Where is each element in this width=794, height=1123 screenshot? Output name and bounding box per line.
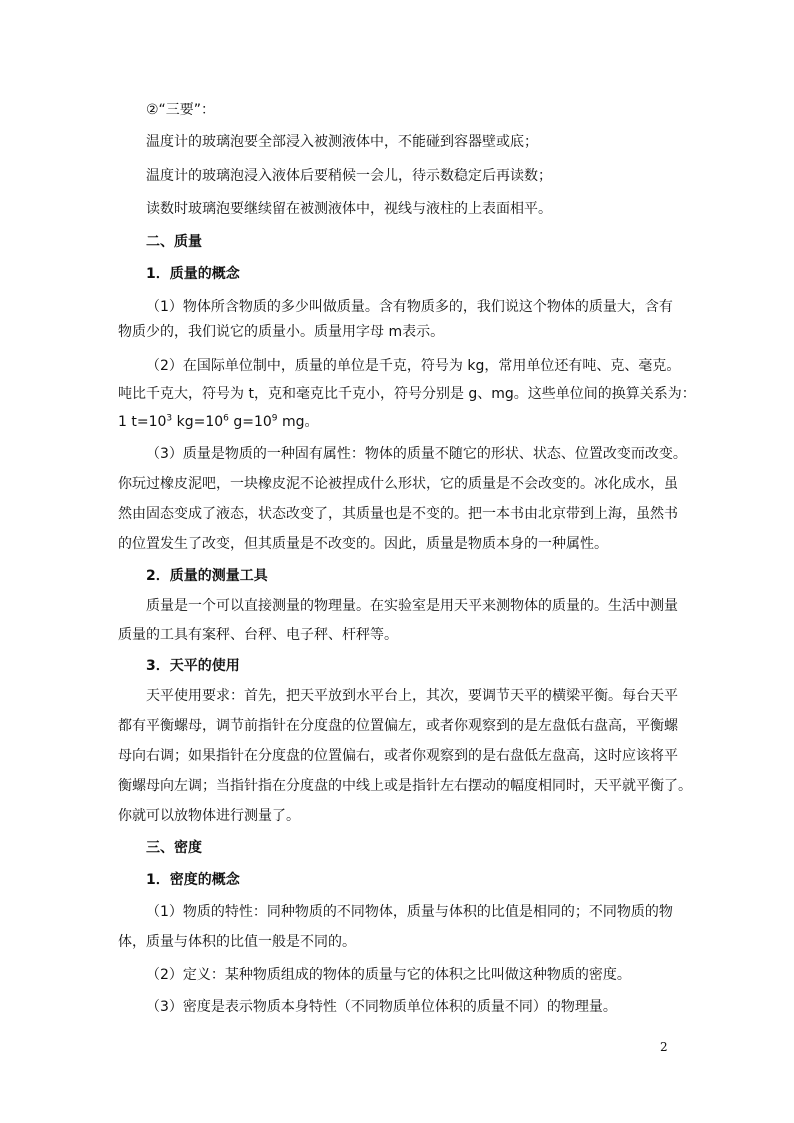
subsection-heading: 3．天平的使用	[146, 658, 240, 674]
paragraph-line: 你玩过橡皮泥吧，一块橡皮泥不论被捏成什么形状，它的质量是不会改变的。冰化成水，虽	[118, 476, 678, 492]
paragraph-line: 你就可以放物体进行测量了。	[118, 808, 300, 824]
paragraph-line: （3）密度是表示物质本身特性（不同物质单位体积的质量不同）的物理量。	[146, 999, 617, 1015]
paragraph-line: 质量是一个可以直接测量的物理量。在实验室是用天平来测物体的质量的。生活中测量	[146, 598, 678, 614]
page-number: 2	[660, 1040, 668, 1054]
paragraph-line: （3）质量是物质的一种固有属性：物体的质量不随它的形状、状态、位置改变而改变。	[146, 446, 687, 462]
paragraph-line: （1）物质的特性：同种物质的不同物体，质量与体积的比值是相同的；不同物质的物	[146, 904, 673, 920]
unit-conversion-formula	[118, 412, 318, 432]
formula-part: mg。	[277, 414, 319, 430]
paragraph-line: 物质少的，我们说它的质量小。质量用字母 m表示。	[118, 324, 445, 340]
paragraph-line: 读数时玻璃泡要继续留在被测液体中，视线与液柱的上表面相平。	[146, 201, 552, 217]
subsection-heading: 2．质量的测量工具	[146, 568, 268, 584]
formula-part: 1 t=10	[118, 414, 167, 430]
subsection-heading: 1．密度的概念	[146, 872, 240, 888]
paragraph-line: （2）在国际单位制中，质量的单位是千克，符号为 kg，常用单位还有吨、克、毫克。	[146, 358, 681, 374]
paragraph-line: 吨比千克大，符号为 t，克和毫克比千克小，符号分别是 g、mg。这些单位间的换算关系为：	[118, 386, 696, 402]
formula-part: kg=10	[172, 414, 224, 430]
paragraph-line: 天平使用要求：首先，把天平放到水平台上，其次，要调节天平的横梁平衡。每台天平	[146, 688, 678, 704]
section-heading-mass: 二、质量	[146, 234, 202, 250]
formula-exponent: 3	[166, 413, 173, 424]
paragraph-line: （1）物体所含物质的多少叫做质量。含有物质多的，我们说这个物体的质量大，含有	[146, 299, 673, 315]
paragraph-line: 体，质量与体积的比值一般是不同的。	[118, 934, 356, 950]
paragraph-line: 母向右调；如果指针在分度盘的位置偏右，或者你观察到的是右盘低左盘高，这时应该将平	[118, 748, 678, 764]
paragraph-line: 衡螺母向左调；当指针指在分度盘的中线上或是指针左右摆动的幅度相同时，天平就平衡了。	[118, 778, 692, 794]
formula-exponent: 6	[223, 413, 229, 424]
paragraph-line: 质量的工具有案秤、台秤、电子秤、杆秤等。	[118, 627, 398, 643]
paragraph-line: 温度计的玻璃泡要全部浸入被测液体中，不能碰到容器壁或底；	[146, 134, 538, 150]
paragraph-line: 温度计的玻璃泡浸入液体后要稍候一会儿，待示数稳定后再读数；	[146, 168, 552, 184]
paragraph-line: 的位置发生了改变，但其质量是不改变的。因此，质量是物质本身的一种属性。	[118, 536, 608, 552]
paragraph-line: 都有平衡螺母，调节前指针在分度盘的位置偏左，或者你观察到的是左盘低右盘高，平衡螺	[118, 718, 678, 734]
list-marker-three-requirements: ②“三要”：	[146, 102, 216, 118]
formula-exponent: 9	[271, 413, 278, 424]
section-heading-density: 三、密度	[146, 840, 202, 856]
paragraph-line: 然由固态变成了液态，状态改变了，其质量也是不变的。把一本书由北京带到上海，虽然书	[118, 506, 678, 522]
paragraph-line: （2）定义：某种物质组成的物体的质量与它的体积之比叫做这种物质的密度。	[146, 967, 631, 983]
subsection-heading: 1．质量的概念	[146, 266, 240, 282]
formula-part: g=10	[228, 414, 272, 430]
